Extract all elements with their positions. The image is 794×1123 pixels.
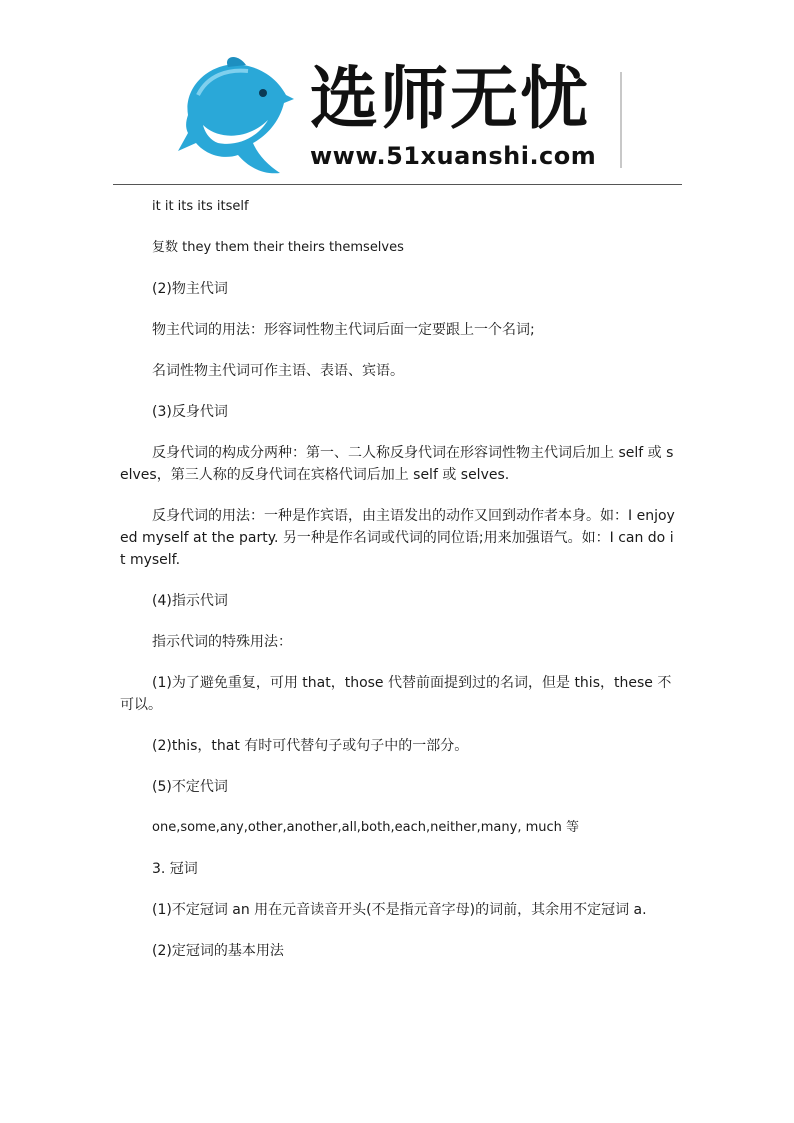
paragraph: (1)不定冠词 an 用在元音读音开头(不是指元音字母)的词前，其余用不定冠词 a. [152,902,647,918]
paragraph: 物主代词的用法：形容词性物主代词后面一定要跟上一个名词; [152,322,535,338]
paragraph: (5)不定代词 [152,779,228,795]
paragraph: 名词性物主代词可作主语、表语、宾语。 [152,363,404,379]
paragraph: (4)指示代词 [152,593,228,609]
header-divider [620,72,622,168]
paragraph: (2)this，that 有时可代替句子或句子中的一部分。 [152,738,469,754]
paragraph: 反身代词的构成分两种：第一、二人称反身代词在形容词性物主代词后加上 self 或 selves，第三人称的反身代词在宾格代词后加上 self 或 selves. [120,445,674,483]
paragraph: 指示代词的特殊用法： [152,634,292,650]
dolphin-logo-icon [168,55,298,185]
paragraph: 复数 they them their theirs themselves [152,240,404,255]
brand-name: 选师无忧 [310,60,591,139]
brand-url: www.51xuanshi.com [310,142,597,170]
document-body [120,196,676,981]
paragraph: 反身代词的用法：一种是作宾语，由主语发出的动作又回到动作者本身。如：I enjoyed myself at the party. 另一种是作名词或代词的同位语;用来加强语气。如：I can do it myself. [120,508,675,568]
paragraph: (3)反身代词 [152,404,228,420]
paragraph: it it its its itself [152,199,249,214]
header-rule [113,184,682,185]
paragraph: (2)定冠词的基本用法 [152,943,284,959]
paragraph: 3. 冠词 [152,861,198,877]
paragraph: one,some,any,other,another,all,both,each,neither,many, much 等 [152,820,580,835]
paragraph: (1)为了避免重复，可用 that，those 代替前面提到过的名词，但是 this，these 不可以。 [120,675,672,713]
paragraph: (2)物主代词 [152,281,228,297]
page-header [113,0,682,185]
